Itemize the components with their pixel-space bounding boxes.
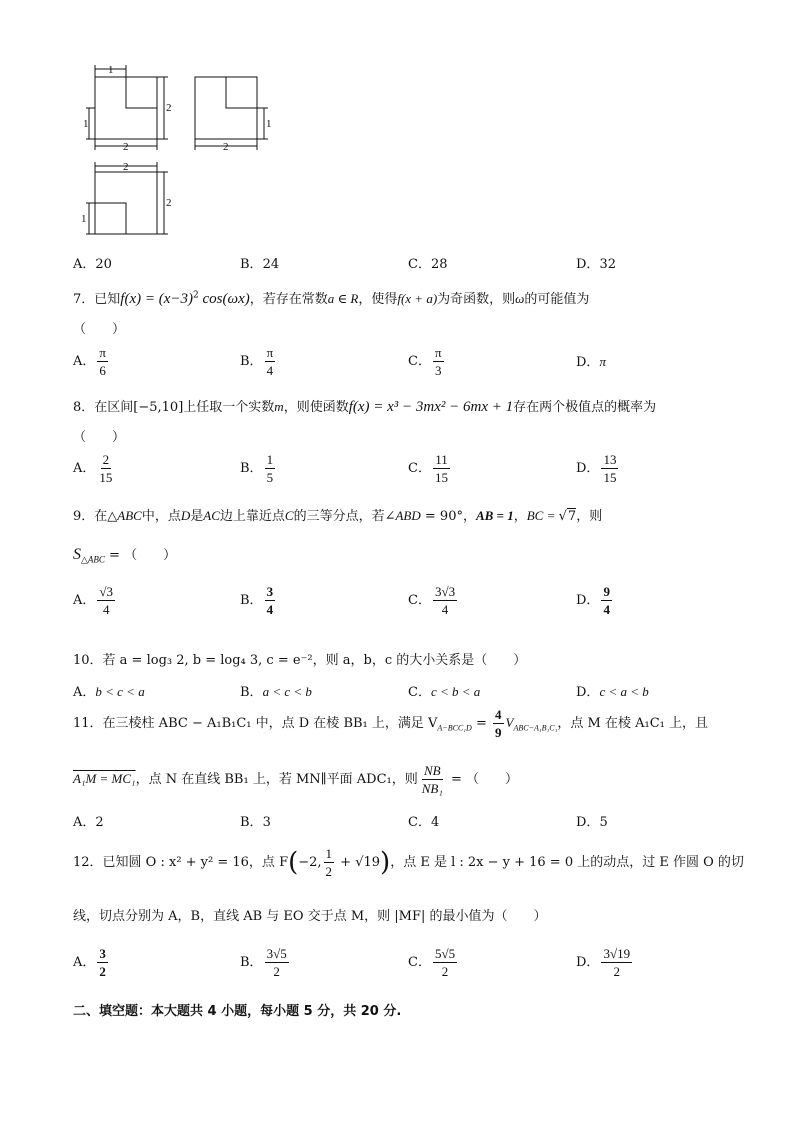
dim-label: 2 [223,141,229,153]
q11-stem-line2: A₁M = MC₁，点 N 在直线 BB₁ 上，若 MN∥平面 ADC₁，则 $\frac{NB}{\text{NB₁}}$ = （ ） [73,763,519,796]
dim-label: 1 [108,64,114,76]
q7-option-a[interactable]: A． $\frac{\pi}{6}$ [73,345,106,378]
q9-option-a[interactable]: A． $\frac{√3}{4}$ [73,584,114,617]
q7-stem: 7．已知$f(x) = (x-3)^2$ cos(ωx)，若存在常数a ∈ R，使得f(x + a)为奇函数，则ω的可能值为 [73,290,590,307]
q8-option-d[interactable]: D． $\frac{13}{15}$ [576,452,617,485]
q10-option-b[interactable]: B．a < c < b [240,684,312,700]
q11-option-b[interactable]: B．3 [240,815,271,830]
q11-stem-line1: 11．在三棱柱 ABC − A₁B₁C₁ 中，点 D 在棱 BB₁ 上，满足 $V_{A-BCC_1D}$ = $\frac{4}{9}$ $V_{ABC-A_1B_1C_1}$，点 M 在棱 A₁C₁ 上，且 [73,707,709,740]
q7-option-c[interactable]: C． $\frac{\pi}{3}$ [408,345,442,378]
q9-option-d[interactable]: D． $\frac{9}{4}$ [576,584,610,617]
dim-label: 2 [166,197,172,209]
q10-option-d[interactable]: D．c < a < b [576,684,649,700]
q11-option-c[interactable]: C．4 [408,815,440,830]
q8-stem: 8．在区间[−5,10]上任取一个实数m，则使函数f(x) = x³ − 3mx² − 6mx + 1存在两个极值点的概率为 [73,399,657,415]
dim-label: 1 [81,213,87,225]
q7-option-b[interactable]: B． $\frac{\pi}{4}$ [240,345,274,378]
dim-label: 2 [123,141,129,153]
q12-stem-line1: 12．已知圆 O : x² + y² = 16，点 F(−2, $\frac{1}{2}$ + √19)，点 E 是 l : 2x − y + 16 = 0 上的动点，过 E 作圆 O 的切 [73,846,744,879]
q8-option-b[interactable]: B． $\frac{1}{5}$ [240,452,274,485]
q8-option-a[interactable]: A． $\frac{2}{15}$ [73,452,113,485]
q10-stem: 10．若 a = log₃ 2, b = log₄ 3, c = e⁻²，则 a，b，c 的大小关系是（ ） [73,653,527,668]
dim-label: 1 [266,118,272,130]
q12-stem-line2: 线，切点分别为 A，B，直线 AB 与 EO 交于点 M，则 |MF| 的最小值为（ ） [73,909,547,924]
q9-option-c[interactable]: C． $\frac{3√3}{4}$ [408,584,456,617]
q6-option-c[interactable]: C．28 [408,257,448,272]
q9-option-b[interactable]: B． $\frac{3}{4}$ [240,584,274,617]
q12-option-d[interactable]: D． $\frac{3√19}{2}$ [576,946,631,979]
q6-option-d[interactable]: D．32 [576,257,616,272]
q6-option-b[interactable]: B．24 [240,257,280,272]
q7-option-d[interactable]: D．π [576,354,606,370]
dim-label: 1 [83,118,89,130]
q8-option-c[interactable]: C． $\frac{11}{15}$ [408,452,448,485]
q12-option-b[interactable]: B． $\frac{3√5}{2}$ [240,946,287,979]
q10-option-c[interactable]: C．c < b < a [408,684,481,700]
q6-option-a[interactable]: A．20 [73,257,112,272]
q7-paren: （ ） [73,322,126,337]
q9-stem: 9．在△ABC中，点D是AC边上靠近点C的三等分点，若∠ABD = 90°，AB = 1，BC = √7，则 [73,508,603,524]
q8-paren: （ ） [73,430,126,445]
dim-label: 2 [123,161,129,173]
three-view-figure [80,60,300,245]
section-heading-fill-in: 二、填空题：本大题共 4 小题，每小题 5 分，共 20 分. [73,1004,402,1019]
q10-option-a[interactable]: A．b < c < a [73,684,145,700]
q12-option-a[interactable]: A． $\frac{3}{2}$ [73,946,106,979]
q9-area: $S_{\triangle ABC}$ = （ ） [73,546,177,565]
q11-option-d[interactable]: D．5 [576,815,608,830]
q11-option-a[interactable]: A．2 [73,815,104,830]
dim-label: 2 [166,102,172,114]
q12-option-c[interactable]: C． $\frac{5√5}{2}$ [408,946,456,979]
